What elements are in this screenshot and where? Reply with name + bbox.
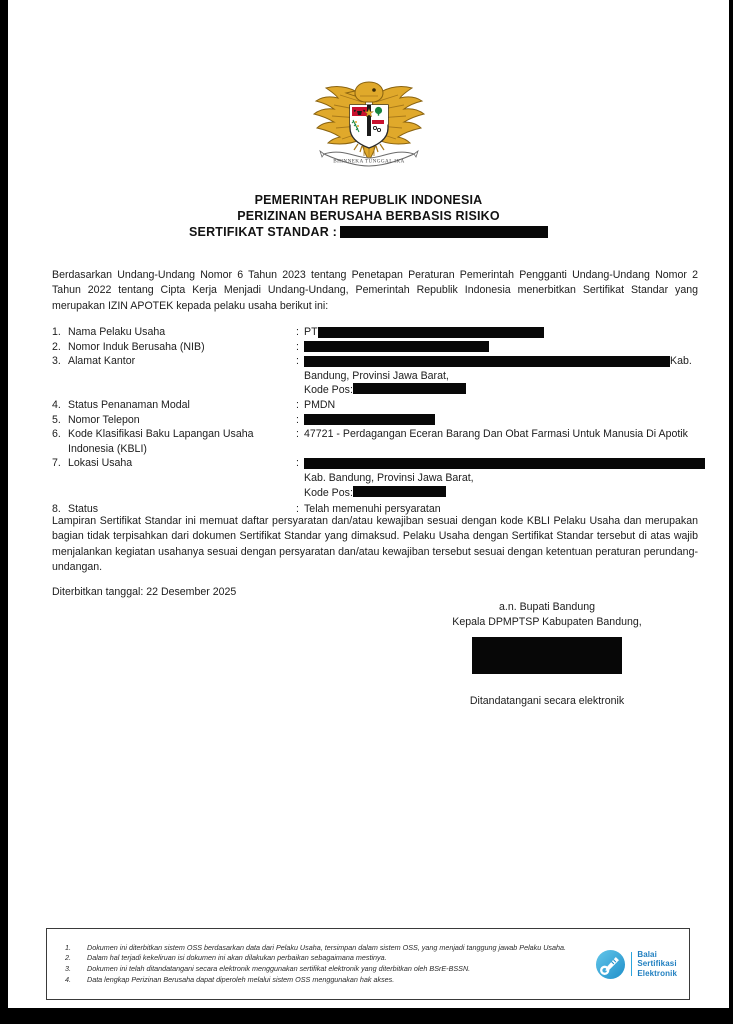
footer-note-text: Dalam hal terjadi kekeliruan isi dokumen ini akan dilakukan perbaikan sebagaimana mestinya. <box>87 953 387 963</box>
detail-row-nama-pelaku-usaha <box>52 325 702 340</box>
detail-row-nomor-telepon <box>52 413 702 428</box>
detail-value <box>304 354 702 369</box>
indent-spacer <box>52 471 304 486</box>
detail-label: Lokasi Usaha <box>68 457 133 470</box>
footer-note-number: 4. <box>65 974 71 984</box>
detail-label: Status Penanaman Modal <box>68 398 190 411</box>
emblem-container <box>8 62 729 170</box>
header-line-3 <box>8 224 729 240</box>
certificate-number-label: SERTIFIKAT STANDAR : <box>189 225 337 239</box>
lokasi-usaha-kodepos-label: Kode Pos: <box>304 486 353 499</box>
footer-note <box>61 953 591 964</box>
detail-row-nib <box>52 340 702 355</box>
indent-spacer <box>52 383 304 398</box>
signature-line-2: Kepala DPMPTSP Kabupaten Bandung, <box>452 615 642 628</box>
certificate-page <box>8 0 729 1008</box>
lokasi-usaha-city-province: Kab. Bandung, Provinsi Jawa Barat, <box>304 471 474 484</box>
detail-value: PMDN <box>304 398 336 411</box>
footer-note-text: Dokumen ini telah ditandatangani secara elektronik menggunakan sertifikat elektronik yang diterbitkan oleh BSrE-BSSN. <box>87 964 471 973</box>
detail-label: Kode Klasifikasi Baku Lapangan Usaha <box>68 428 254 441</box>
detail-value <box>304 413 702 428</box>
alamat-kantor-line-2 <box>52 369 702 384</box>
detail-label: Status <box>68 503 99 516</box>
business-details-list <box>52 325 702 517</box>
indent-spacer <box>52 486 304 501</box>
detail-separator: : <box>296 398 299 411</box>
signature-block <box>396 600 698 709</box>
document-header <box>8 192 729 240</box>
indent-spacer <box>52 369 304 384</box>
detail-value <box>304 340 702 355</box>
detail-value <box>304 325 702 340</box>
detail-separator: : <box>296 355 299 368</box>
footer-note <box>61 975 591 986</box>
footer-notes-box <box>46 928 690 1000</box>
detail-separator: : <box>296 340 299 353</box>
detail-number: 3. <box>52 355 61 368</box>
lokasi-usaha-line-3 <box>52 486 702 501</box>
nib-redaction <box>304 341 489 352</box>
nama-pelaku-usaha-redaction <box>318 327 544 338</box>
kbli-label-line-2 <box>52 442 702 457</box>
garuda-pancasila-emblem <box>310 62 428 170</box>
bsre-text-line-1: Balai <box>637 949 657 959</box>
detail-label: Nomor Induk Berusaha (NIB) <box>68 340 205 353</box>
alamat-kantor-city-province: Bandung, Provinsi Jawa Barat, <box>304 369 449 382</box>
detail-row-status-penanaman-modal <box>52 398 702 413</box>
detail-number: 7. <box>52 457 61 470</box>
detail-number: 5. <box>52 413 61 426</box>
issued-date: Diterbitkan tanggal: 22 Desember 2025 <box>52 586 237 598</box>
detail-separator: : <box>296 428 299 441</box>
footer-note <box>61 964 591 975</box>
detail-number: 1. <box>52 326 61 338</box>
svg-text:BHINNEKA TUNGGAL IKA: BHINNEKA TUNGGAL IKA <box>332 158 405 165</box>
signature-line-1: a.n. Bupati Bandung <box>498 601 595 613</box>
alamat-kantor-kodepos-redaction <box>353 383 466 394</box>
intro-paragraph: Berdasarkan Undang-Undang Nomor 6 Tahun 2023 tentang Penetapan Peraturan Pemerintah Pengganti Undang-Undang Nomor 2 Tahun 2022 tentang Cipta Kerja Menjadi Undang-Undang, Pemerintah Republik Indonesia menerbitkan Sertifikat Standar yang merupakan IZIN APOTEK kepada pelaku usaha berikut ini: <box>52 269 698 312</box>
detail-number: 4. <box>52 398 61 411</box>
bsre-key-icon <box>595 949 626 980</box>
footer-note-text: Dokumen ini diterbitkan sistem OSS berdasarkan data dari Pelaku Usaha, tersimpan dalam sistem OSS, yang menjadi tanggung jawab Pelaku Usaha. <box>87 942 567 952</box>
detail-separator: : <box>296 413 299 426</box>
alamat-kantor-line-3 <box>52 383 702 398</box>
footer-note-text: Data lengkap Perizinan Berusaha dapat diperoleh melalui sistem OSS menggunakan hak akses. <box>87 974 395 984</box>
detail-separator: : <box>296 457 299 470</box>
lokasi-usaha-redaction <box>304 458 705 469</box>
alamat-kantor-suffix: Kab. <box>670 355 692 368</box>
indent-spacer <box>52 442 68 457</box>
lokasi-usaha-line-2 <box>52 471 702 486</box>
alamat-kantor-kodepos-label: Kode Pos: <box>304 384 353 397</box>
detail-separator: : <box>296 326 299 338</box>
footer-notes-list <box>47 937 595 991</box>
electronic-signature-note: Ditandatangani secara elektronik <box>469 695 625 708</box>
detail-label: Alamat Kantor <box>68 355 136 368</box>
detail-row-alamat-kantor <box>52 354 702 369</box>
lokasi-usaha-kodepos-redaction <box>353 486 446 497</box>
signatory-name-redaction <box>472 637 622 674</box>
bsre-wordmark <box>637 950 677 979</box>
detail-value <box>304 456 702 471</box>
detail-number: 6. <box>52 428 61 441</box>
detail-label: Nomor Telepon <box>68 413 140 426</box>
header-line-1: PEMERINTAH REPUBLIK INDONESIA <box>254 193 483 207</box>
footer-note <box>61 943 591 954</box>
photo-bottom-band <box>0 1008 733 1024</box>
bsre-text-line-2: Sertifikasi <box>637 959 677 969</box>
detail-value: Telah memenuhi persyaratan <box>304 503 441 516</box>
bsre-divider <box>631 952 633 976</box>
detail-row-kbli <box>52 427 702 442</box>
footer-note-number: 3. <box>65 964 71 973</box>
footer-note-number: 2. <box>65 953 71 963</box>
detail-label: Nama Pelaku Usaha <box>68 326 166 338</box>
certificate-number-redaction <box>340 226 548 238</box>
footer-note-number: 1. <box>65 942 71 952</box>
lampiran-paragraph: Lampiran Sertifikat Standar ini memuat daftar persyaratan dan/atau kewajiban sesuai dengan kode KBLI Pelaku Usaha dan merupakan bagian tidak terpisahkan dari dokumen Sertifikat Standar yang dimaksud. Pelaku Usaha dengan Sertifikat Standar tersebut di atas wajib menjalankan kegiatan usahanya sesuai dengan persyaratan dan/atau kewajiban tersebut sesuai dengan ketentuan peraturan perundang-undangan. <box>52 515 698 574</box>
detail-separator: : <box>296 503 299 516</box>
detail-value-text: PT <box>304 326 318 338</box>
detail-number: 8. <box>52 503 61 516</box>
kbli-label-continuation: Indonesia (KBLI) <box>68 442 147 455</box>
detail-row-lokasi-usaha <box>52 456 702 471</box>
bsre-text-line-3: Elektronik <box>637 968 677 978</box>
nomor-telepon-redaction <box>304 414 435 425</box>
header-line-2: PERIZINAN BERUSAHA BERBASIS RISIKO <box>237 209 500 223</box>
detail-number: 2. <box>52 340 61 353</box>
detail-value: 47721 - Perdagangan Eceran Barang Dan Obat Farmasi Untuk Manusia Di Apotik <box>304 428 688 441</box>
bsre-logo <box>595 949 689 980</box>
alamat-kantor-redaction <box>304 356 670 367</box>
